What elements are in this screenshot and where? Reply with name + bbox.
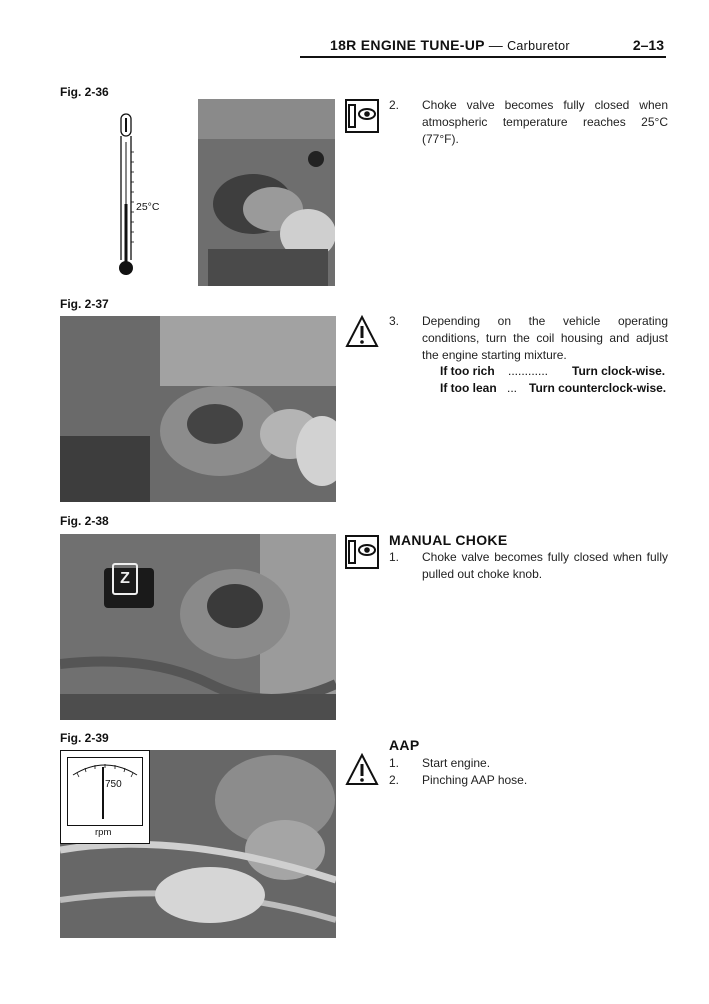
figure-label-2-37: Fig. 2-37 xyxy=(60,297,109,311)
step-text: Depending on the vehicle operating conditions, turn the coil housing and adjust the engine starting mixture. xyxy=(422,314,668,362)
step-text: Choke valve becomes fully closed when atmospheric temperature reaches 25°C (77°F). xyxy=(422,98,668,146)
page-number: 2–13 xyxy=(632,37,664,53)
header-title xyxy=(330,37,570,53)
figure-label-2-36: Fig. 2-36 xyxy=(60,85,109,99)
step-number: 1. xyxy=(389,756,400,770)
aap-step-2 xyxy=(389,772,669,789)
lean-action: Turn counterclock-wise. xyxy=(529,381,667,395)
step-number: 2. xyxy=(389,98,400,112)
tachometer-inset xyxy=(60,750,150,844)
caution-icon xyxy=(345,315,379,349)
figure-label-2-39: Fig. 2-39 xyxy=(60,731,109,745)
header-main-title: 18R ENGINE TUNE-UP xyxy=(330,37,485,53)
manual-step-1 xyxy=(389,549,669,585)
lean-label: If too lean xyxy=(440,381,497,395)
thermometer-reading: 25°C xyxy=(136,201,160,213)
photo-carburetor-adjust xyxy=(60,316,336,502)
thermometer-illustration xyxy=(115,112,175,277)
visual-inspection-icon xyxy=(345,535,379,569)
aap-step-1 xyxy=(389,755,669,772)
caution-icon xyxy=(345,753,379,787)
aap-heading: AAP xyxy=(389,737,420,753)
adjust-rich-row xyxy=(440,364,495,378)
step-number: 1. xyxy=(389,550,400,564)
choke-knob-symbol: Z xyxy=(112,563,138,595)
photo-choke-housing xyxy=(198,99,335,286)
step-2-choke-temperature xyxy=(389,97,669,152)
step-text: Pinching AAP hose. xyxy=(422,773,528,787)
step-3-coil-housing xyxy=(389,313,669,368)
rich-label: If too rich xyxy=(440,364,495,378)
step-text: Choke valve becomes fully closed when fully pulled out choke knob. xyxy=(422,550,668,581)
header-rule xyxy=(300,56,666,58)
rich-action: Turn clock-wise. xyxy=(572,364,666,378)
figure-label-2-38: Fig. 2-38 xyxy=(60,514,109,528)
header-section: Carburetor xyxy=(507,39,570,53)
adjust-lean-row xyxy=(440,381,497,395)
lean-dots: ... xyxy=(507,381,518,395)
manual-choke-heading: MANUAL CHOKE xyxy=(389,532,508,548)
tachometer-unit: rpm xyxy=(95,827,112,838)
tachometer-reading: 750 xyxy=(105,779,122,790)
header-dash: — xyxy=(488,37,504,53)
rich-dots: ............ xyxy=(508,364,549,378)
photo-manual-choke xyxy=(60,534,336,720)
step-number: 3. xyxy=(389,314,400,328)
step-text: Start engine. xyxy=(422,756,491,770)
step-number: 2. xyxy=(389,773,400,787)
visual-inspection-icon xyxy=(345,99,379,133)
